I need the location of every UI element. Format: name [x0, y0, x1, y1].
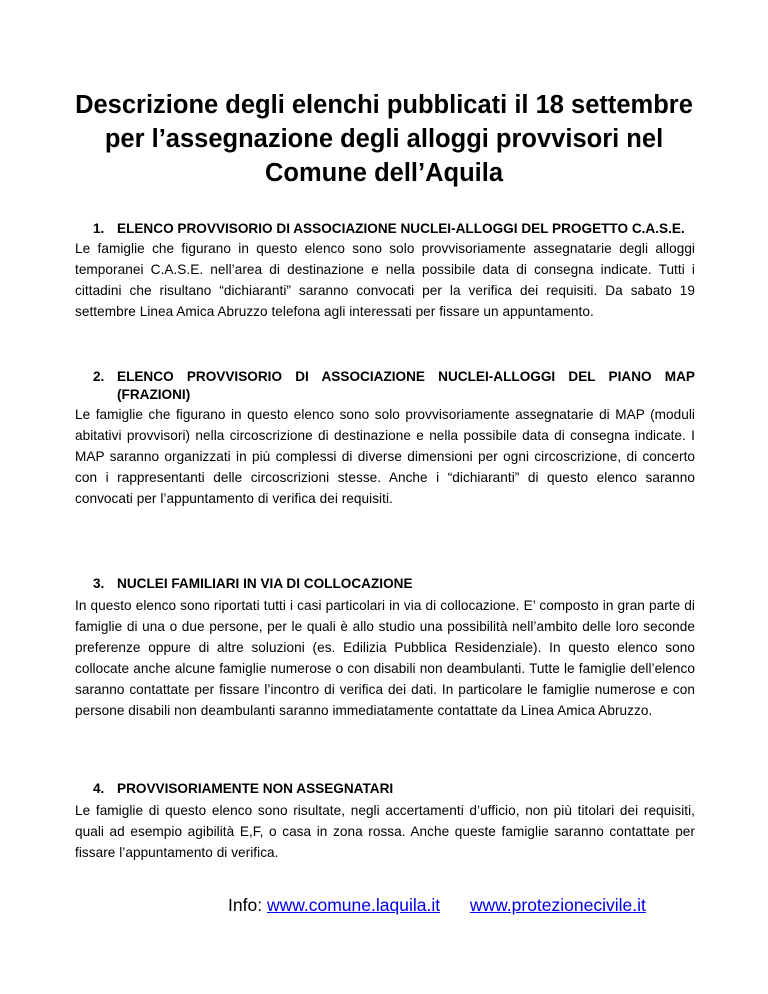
- section-heading-text: NUCLEI FAMILIARI IN VIA DI COLLOCAZIONE: [117, 576, 413, 591]
- section-1: [75, 220, 695, 322]
- section-body: In questo elenco sono riportati tutti i casi particolari in via di collocazione. E’ composto in gran parte di famiglie di una o due persone, per le quali è allo studio una possibilità nell’ambito delle loro seconde preferenze oppure di altre soluzioni (es. Edilizia Pubblica Residenziale). In questo elenco sono collocate anche alcune famiglie numerose o con disabili non deambulanti. Tutte le famiglie dell’elenco saranno contattate per fissare l’incontro di verifica dei dati. In particolare le famiglie numerose e con persone disabili non deambulanti saranno immediatamente contattate da Linea Amica Abruzzo.: [75, 598, 695, 718]
- section-3: [75, 575, 695, 721]
- section-heading: [93, 780, 695, 798]
- section-body: Le famiglie di questo elenco sono risultate, negli accertamenti d’ufficio, non più titolari dei requisiti, quali ad esempio agibilità E,F, o casa in zona rossa. Anche queste famiglie saranno contattate per fissare l’appuntamento di verifica.: [75, 803, 695, 860]
- section-heading: [93, 220, 695, 238]
- footer-label: Info:: [228, 895, 263, 915]
- section-heading: [93, 368, 695, 404]
- section-number: 2.: [93, 369, 105, 384]
- section-heading-text: ELENCO PROVVISORIO DI ASSOCIAZIONE NUCLEI-ALLOGGI DEL PIANO MAP (FRAZIONI): [117, 369, 695, 402]
- section-number: 3.: [93, 576, 105, 591]
- footer-info: [228, 893, 646, 917]
- section-4: [75, 780, 695, 863]
- section-heading-text: PROVVISORIAMENTE NON ASSEGNATARI: [117, 781, 394, 796]
- section-heading-text: ELENCO PROVVISORIO DI ASSOCIAZIONE NUCLEI-ALLOGGI DEL PROGETTO C.A.S.E.: [117, 221, 685, 236]
- section-body: Le famiglie che figurano in questo elenco sono solo provvisoriamente assegnatarie di MAP (moduli abitativi provvisori) nella circoscrizione di destinazione e nella possibile data di consegna indicate. I MAP saranno organizzati in più complessi di diverse dimensioni per ogni circoscrizione, di concerto con i rappresentanti delle circoscrizioni stesse. Anche i “dichiaranti” di questo elenco saranno convocati per l’appuntamento di verifica dei requisiti.: [75, 407, 695, 506]
- section-number: 1.: [93, 221, 105, 236]
- comune-link[interactable]: www.comune.laquila.it: [266, 895, 441, 915]
- section-heading: [93, 575, 695, 593]
- document-title: Descrizione degli elenchi pubblicati il 18 settembre per l’assegnazione degli alloggi provvisori nel Comune dell’Aquila: [75, 91, 693, 187]
- protezione-civile-link[interactable]: www.protezionecivile.it: [469, 895, 646, 915]
- section-body: Le famiglie che figurano in questo elenco sono solo provvisoriamente assegnatarie degli alloggi temporanei C.A.S.E. nell’area di destinazione e nella possibile data di consegna indicate. Tutti i cittadini che risultano “dichiaranti” saranno convocati per la verifica dei requisiti. Da sabato 19 settembre Linea Amica Abruzzo telefona agli interessati per fissare un appuntamento.: [75, 241, 695, 319]
- section-2: [75, 368, 695, 509]
- section-number: 4.: [93, 781, 105, 796]
